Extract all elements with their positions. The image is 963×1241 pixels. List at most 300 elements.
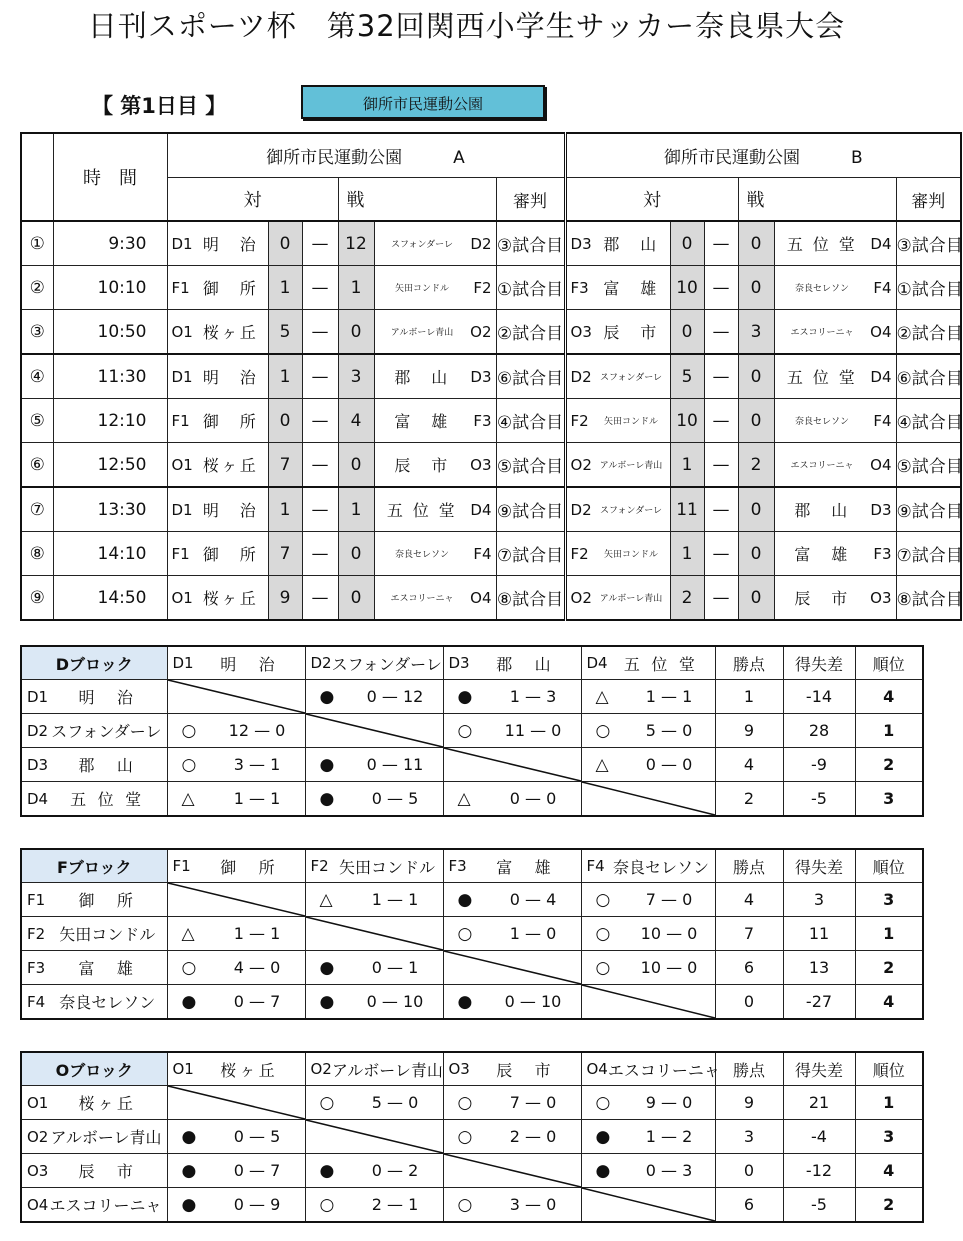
- result-cell: [167, 985, 305, 1020]
- away-score: 0: [338, 532, 374, 576]
- result-cell: [443, 714, 581, 748]
- result-cell: [305, 1086, 443, 1120]
- away-team-cell: [374, 310, 496, 355]
- result-mark: ●: [457, 686, 473, 707]
- result-mark: ●: [457, 889, 473, 910]
- away-score: 12: [338, 221, 374, 266]
- match-time: 12:10: [53, 399, 167, 443]
- diagonal-line: [444, 951, 581, 984]
- home-team-name: アルボーレ青山: [599, 461, 663, 471]
- home-team-name: 御 所: [202, 412, 259, 431]
- team-name: 郡 山: [496, 654, 554, 674]
- rank-header: 順位: [855, 646, 923, 680]
- team-row: [21, 782, 923, 817]
- home-team-cell: [565, 399, 670, 443]
- result-cell: [305, 680, 443, 714]
- home-score: 5: [268, 310, 302, 355]
- referee-cell: ⑨試合目: [896, 487, 961, 532]
- result-cell: [167, 1120, 305, 1154]
- score-dash: —: [704, 487, 738, 532]
- result-cell: [443, 680, 581, 714]
- home-team-cell: [565, 576, 670, 621]
- rank-value: 2: [855, 951, 923, 985]
- self-match-cell: [167, 680, 305, 714]
- rank-value: 1: [855, 917, 923, 951]
- match-time: 9:30: [53, 221, 167, 266]
- rank-value: 4: [855, 1154, 923, 1188]
- points-value: 0: [715, 1154, 783, 1188]
- home-team-cell: [565, 443, 670, 488]
- referee-cell: ①試合目: [496, 266, 565, 310]
- result-mark: ○: [457, 1092, 473, 1113]
- diagonal-line: [444, 1154, 581, 1187]
- self-match-cell: [305, 714, 443, 748]
- team-code: D2: [27, 721, 49, 740]
- home-team-name: 郡 山: [603, 235, 659, 254]
- result-cell: [167, 782, 305, 817]
- corner-cell: [21, 133, 53, 221]
- rank-value: 4: [855, 680, 923, 714]
- away-team-name: 奈良セレソン: [795, 417, 850, 427]
- self-match-cell: [443, 1154, 581, 1188]
- team-row: [21, 1188, 923, 1223]
- result-mark: △: [457, 788, 471, 809]
- result-score: 5 — 0: [371, 1093, 419, 1112]
- diff-value: -4: [783, 1120, 855, 1154]
- points-value: 6: [715, 951, 783, 985]
- result-cell: [167, 1188, 305, 1223]
- away-team-code: O2: [470, 322, 492, 341]
- home-team-code: F3: [570, 278, 589, 297]
- home-score: 9: [268, 576, 302, 621]
- match-row: [21, 354, 961, 399]
- result-cell: [443, 1188, 581, 1223]
- result-cell: [305, 1154, 443, 1188]
- team-code: D1: [27, 687, 49, 706]
- match-row: [21, 487, 961, 532]
- block-header-row: [21, 646, 923, 680]
- result-cell: [581, 680, 715, 714]
- home-score: 0: [670, 310, 704, 355]
- away-team-code: D3: [870, 500, 892, 519]
- result-score: 0 — 3: [645, 1161, 693, 1180]
- away-team-code: D2: [470, 234, 492, 253]
- team-code: F2: [27, 924, 46, 943]
- score-dash: —: [302, 354, 338, 399]
- result-mark: ○: [457, 720, 473, 741]
- result-cell: [443, 1120, 581, 1154]
- diagonal-line: [582, 1188, 715, 1221]
- match-time: 10:50: [53, 310, 167, 355]
- result-score: 7 — 0: [645, 890, 693, 909]
- team-row: [21, 951, 923, 985]
- result-mark: ●: [319, 788, 335, 809]
- home-score: 7: [268, 532, 302, 576]
- block-standings-table: [20, 1051, 924, 1223]
- team-name: 郡 山: [78, 756, 137, 775]
- self-match-cell: [443, 748, 581, 782]
- match-number: ④: [21, 354, 53, 399]
- result-cell: [581, 1086, 715, 1120]
- result-mark: ●: [181, 1126, 197, 1147]
- rank-value: 3: [855, 782, 923, 817]
- result-cell: [443, 1086, 581, 1120]
- points-header: 勝点: [715, 646, 783, 680]
- diff-header: 得失差: [783, 1052, 855, 1086]
- home-team-cell: [565, 266, 670, 310]
- referee-cell: ②試合目: [496, 310, 565, 355]
- vs-header-b-left: 対: [565, 178, 738, 222]
- away-team-code: F2: [473, 278, 492, 297]
- result-cell: [167, 951, 305, 985]
- referee-cell: ④試合目: [496, 399, 565, 443]
- away-team-name: 矢田コンドル: [394, 284, 449, 294]
- home-team-cell: [167, 221, 268, 266]
- row-team-cell: [21, 883, 167, 917]
- result-score: 5 — 0: [645, 721, 693, 740]
- diff-value: 21: [783, 1086, 855, 1120]
- home-team-name: 桜ヶ丘: [202, 589, 259, 608]
- referee-header-b: 審判: [896, 178, 961, 222]
- team-name: 矢田コンドル: [59, 925, 156, 944]
- self-match-cell: [305, 917, 443, 951]
- match-row: [21, 221, 961, 266]
- team-name: 明 治: [78, 688, 137, 707]
- opponent-header: [305, 1052, 443, 1086]
- away-team-cell: [374, 266, 496, 310]
- vs-header-a-left: 対: [167, 178, 338, 222]
- home-team-cell: [565, 354, 670, 399]
- team-code: F3: [27, 958, 46, 977]
- team-code: O1: [172, 1060, 194, 1078]
- away-team-code: F4: [473, 544, 492, 563]
- result-score: 0 — 10: [504, 992, 562, 1011]
- diagonal-line: [168, 680, 305, 713]
- team-name: 五 位 堂: [623, 654, 699, 674]
- result-score: 12 — 0: [228, 721, 286, 740]
- home-score: 5: [670, 354, 704, 399]
- points-value: 3: [715, 1120, 783, 1154]
- result-score: 1 — 3: [509, 687, 557, 706]
- home-team-name: 富 雄: [603, 279, 659, 298]
- away-score: 3: [338, 354, 374, 399]
- away-team-cell: [774, 399, 896, 443]
- home-team-code: F2: [570, 544, 589, 563]
- result-mark: ●: [181, 1194, 197, 1215]
- day-label: 【 第1日目 】: [92, 94, 227, 118]
- match-time: 14:10: [53, 532, 167, 576]
- result-cell: [305, 748, 443, 782]
- home-score: 2: [670, 576, 704, 621]
- diff-value: 28: [783, 714, 855, 748]
- self-match-cell: [167, 1086, 305, 1120]
- home-team-cell: [167, 354, 268, 399]
- result-score: 11 — 0: [504, 721, 562, 740]
- diff-value: -12: [783, 1154, 855, 1188]
- referee-cell: ⑦試合目: [496, 532, 565, 576]
- match-row: [21, 399, 961, 443]
- match-row: [21, 532, 961, 576]
- diagonal-line: [306, 714, 443, 747]
- result-cell: [443, 917, 581, 951]
- result-score: 1 — 1: [371, 890, 419, 909]
- row-team-cell: [21, 1188, 167, 1223]
- match-number: ⑧: [21, 532, 53, 576]
- match-number: ⑨: [21, 576, 53, 621]
- result-cell: [167, 748, 305, 782]
- away-team-code: O3: [470, 455, 492, 474]
- away-team-code: O4: [470, 588, 492, 607]
- result-cell: [305, 985, 443, 1020]
- home-score: 1: [268, 487, 302, 532]
- away-score: 0: [338, 576, 374, 621]
- time-header: 時 間: [53, 133, 167, 221]
- result-cell: [443, 782, 581, 817]
- row-team-cell: [21, 782, 167, 817]
- team-code: F4: [586, 857, 605, 875]
- team-code: D4: [27, 789, 49, 808]
- away-score: 0: [738, 399, 774, 443]
- self-match-cell: [443, 951, 581, 985]
- match-row: [21, 576, 961, 621]
- result-mark: ○: [181, 720, 197, 741]
- away-score: 0: [738, 487, 774, 532]
- result-mark: ○: [457, 1126, 473, 1147]
- referee-cell: ③試合目: [496, 221, 565, 266]
- self-match-cell: [581, 985, 715, 1020]
- team-code: F1: [27, 890, 46, 909]
- result-mark: ○: [181, 754, 197, 775]
- away-team-name: エスコリーニャ: [790, 461, 854, 471]
- away-team-name: 五 位 堂: [786, 368, 858, 387]
- result-cell: [305, 1188, 443, 1223]
- result-mark: ●: [181, 991, 197, 1012]
- points-value: 7: [715, 917, 783, 951]
- away-team-name: 郡 山: [394, 368, 450, 387]
- rank-value: 3: [855, 883, 923, 917]
- team-code: O4: [27, 1195, 49, 1214]
- away-team-name: アルボーレ青山: [390, 328, 454, 338]
- score-dash: —: [704, 266, 738, 310]
- team-name: 明 治: [220, 654, 278, 674]
- block-name: Oブロック: [21, 1052, 167, 1086]
- team-code: O3: [27, 1161, 49, 1180]
- diagonal-line: [306, 1120, 443, 1153]
- away-team-name: 郡 山: [794, 501, 850, 520]
- score-dash: —: [704, 310, 738, 355]
- result-mark: ○: [457, 1194, 473, 1215]
- result-mark: ○: [457, 923, 473, 944]
- result-cell: [581, 883, 715, 917]
- result-score: 3 — 1: [233, 755, 281, 774]
- self-match-cell: [167, 883, 305, 917]
- away-team-cell: [774, 266, 896, 310]
- home-team-code: D1: [171, 367, 193, 386]
- result-mark: ●: [319, 686, 335, 707]
- home-team-code: O1: [171, 322, 193, 341]
- away-team-name: スフォンダーレ: [390, 240, 453, 250]
- team-code: F4: [27, 992, 46, 1011]
- result-score: 1 — 1: [645, 687, 693, 706]
- away-score: 0: [738, 576, 774, 621]
- opponent-header: [167, 646, 305, 680]
- away-score: 0: [738, 532, 774, 576]
- result-score: 0 — 12: [366, 687, 424, 706]
- away-team-cell: [374, 399, 496, 443]
- team-code: O3: [448, 1060, 470, 1078]
- row-team-cell: [21, 1154, 167, 1188]
- match-number: ⑦: [21, 487, 53, 532]
- away-score: 2: [738, 443, 774, 488]
- result-cell: [167, 1154, 305, 1188]
- referee-cell: ⑧試合目: [496, 576, 565, 621]
- score-dash: —: [302, 266, 338, 310]
- team-row: [21, 680, 923, 714]
- away-team-cell: [774, 310, 896, 355]
- away-team-cell: [774, 532, 896, 576]
- home-team-cell: [167, 443, 268, 488]
- result-score: 10 — 0: [640, 924, 698, 943]
- away-team-cell: [774, 354, 896, 399]
- result-score: 0 — 7: [233, 992, 281, 1011]
- diagonal-line: [582, 782, 715, 815]
- score-dash: —: [302, 443, 338, 488]
- opponent-header: [305, 849, 443, 883]
- result-score: 0 — 7: [233, 1161, 281, 1180]
- score-dash: —: [704, 576, 738, 621]
- team-row: [21, 883, 923, 917]
- result-score: 0 — 9: [233, 1195, 281, 1214]
- away-team-name: 奈良セレソン: [394, 550, 449, 560]
- result-mark: ●: [319, 957, 335, 978]
- referee-cell: ②試合目: [896, 310, 961, 355]
- points-value: 4: [715, 748, 783, 782]
- self-match-cell: [581, 1188, 715, 1223]
- referee-cell: ⑦試合目: [896, 532, 961, 576]
- result-mark: ○: [595, 1092, 611, 1113]
- away-team-code: F4: [873, 278, 892, 297]
- home-team-name: 御 所: [202, 279, 259, 298]
- home-team-code: O2: [570, 455, 592, 474]
- result-cell: [581, 714, 715, 748]
- home-team-cell: [565, 532, 670, 576]
- result-mark: ○: [595, 923, 611, 944]
- rank-header: 順位: [855, 1052, 923, 1086]
- result-score: 2 — 0: [509, 1127, 557, 1146]
- match-time: 11:30: [53, 354, 167, 399]
- home-team-name: スフォンダーレ: [600, 373, 663, 383]
- result-cell: [581, 748, 715, 782]
- result-score: 0 — 1: [371, 958, 419, 977]
- result-mark: ●: [595, 1160, 611, 1181]
- away-team-name: エスコリーニャ: [790, 328, 854, 338]
- result-score: 3 — 0: [509, 1195, 557, 1214]
- away-team-code: F3: [873, 544, 892, 563]
- team-row: [21, 1086, 923, 1120]
- result-score: 0 — 5: [371, 789, 419, 808]
- away-team-code: D4: [470, 500, 492, 519]
- result-score: 0 — 5: [233, 1127, 281, 1146]
- points-value: 0: [715, 985, 783, 1020]
- home-team-code: F1: [171, 278, 190, 297]
- away-team-code: O4: [870, 455, 892, 474]
- block-header-row: [21, 849, 923, 883]
- home-score: 10: [670, 399, 704, 443]
- opponent-header: [167, 1052, 305, 1086]
- block-standings-table: [20, 848, 924, 1020]
- home-score: 0: [268, 221, 302, 266]
- self-match-cell: [581, 782, 715, 817]
- referee-header-a: 審判: [496, 178, 565, 222]
- home-team-code: F1: [171, 411, 190, 430]
- away-team-name: 辰 市: [394, 456, 450, 475]
- team-name: 御 所: [220, 857, 278, 877]
- rank-value: 3: [855, 1120, 923, 1154]
- row-team-cell: [21, 1086, 167, 1120]
- home-team-name: 辰 市: [603, 323, 659, 342]
- rank-header: 順位: [855, 849, 923, 883]
- home-team-cell: [167, 576, 268, 621]
- score-dash: —: [704, 354, 738, 399]
- diff-header: 得失差: [783, 849, 855, 883]
- away-team-name: エスコリーニャ: [390, 594, 454, 604]
- away-team-name: 奈良セレソン: [795, 284, 850, 294]
- team-row: [21, 985, 923, 1020]
- home-team-code: D3: [570, 234, 592, 253]
- opponent-header: [167, 849, 305, 883]
- opponent-header: [443, 1052, 581, 1086]
- home-team-code: D2: [570, 367, 592, 386]
- home-team-code: F2: [570, 411, 589, 430]
- row-team-cell: [21, 748, 167, 782]
- points-value: 6: [715, 1188, 783, 1223]
- diff-header: 得失差: [783, 646, 855, 680]
- team-code: O2: [27, 1127, 49, 1146]
- team-name: エスコリーニャ: [49, 1196, 162, 1215]
- home-score: 0: [268, 399, 302, 443]
- result-cell: [443, 985, 581, 1020]
- away-team-name: 富 雄: [794, 545, 850, 564]
- home-team-name: 桜ヶ丘: [202, 323, 259, 342]
- referee-cell: ⑤試合目: [896, 443, 961, 488]
- team-name: 御 所: [78, 891, 137, 910]
- result-mark: ●: [181, 1160, 197, 1181]
- result-mark: △: [595, 686, 609, 707]
- team-code: O4: [586, 1060, 608, 1078]
- match-row: [21, 310, 961, 355]
- team-name: 桜ヶ丘: [78, 1094, 137, 1113]
- score-dash: —: [302, 221, 338, 266]
- home-team-name: 桜ヶ丘: [202, 456, 259, 475]
- away-team-code: D4: [870, 234, 892, 253]
- diff-value: 13: [783, 951, 855, 985]
- team-code: D2: [310, 654, 332, 672]
- team-name: 奈良セレソン: [59, 993, 156, 1012]
- home-team-cell: [565, 487, 670, 532]
- result-cell: [581, 951, 715, 985]
- team-name: アルボーレ青山: [331, 1060, 443, 1080]
- diff-value: -5: [783, 1188, 855, 1223]
- match-time: 12:50: [53, 443, 167, 488]
- away-team-cell: [774, 443, 896, 488]
- points-header: 勝点: [715, 849, 783, 883]
- result-score: 0 — 0: [509, 789, 557, 808]
- score-dash: —: [704, 443, 738, 488]
- away-team-name: 富 雄: [394, 412, 450, 431]
- match-number: ⑤: [21, 399, 53, 443]
- away-score: 1: [338, 266, 374, 310]
- team-name: スフォンダーレ: [51, 722, 162, 741]
